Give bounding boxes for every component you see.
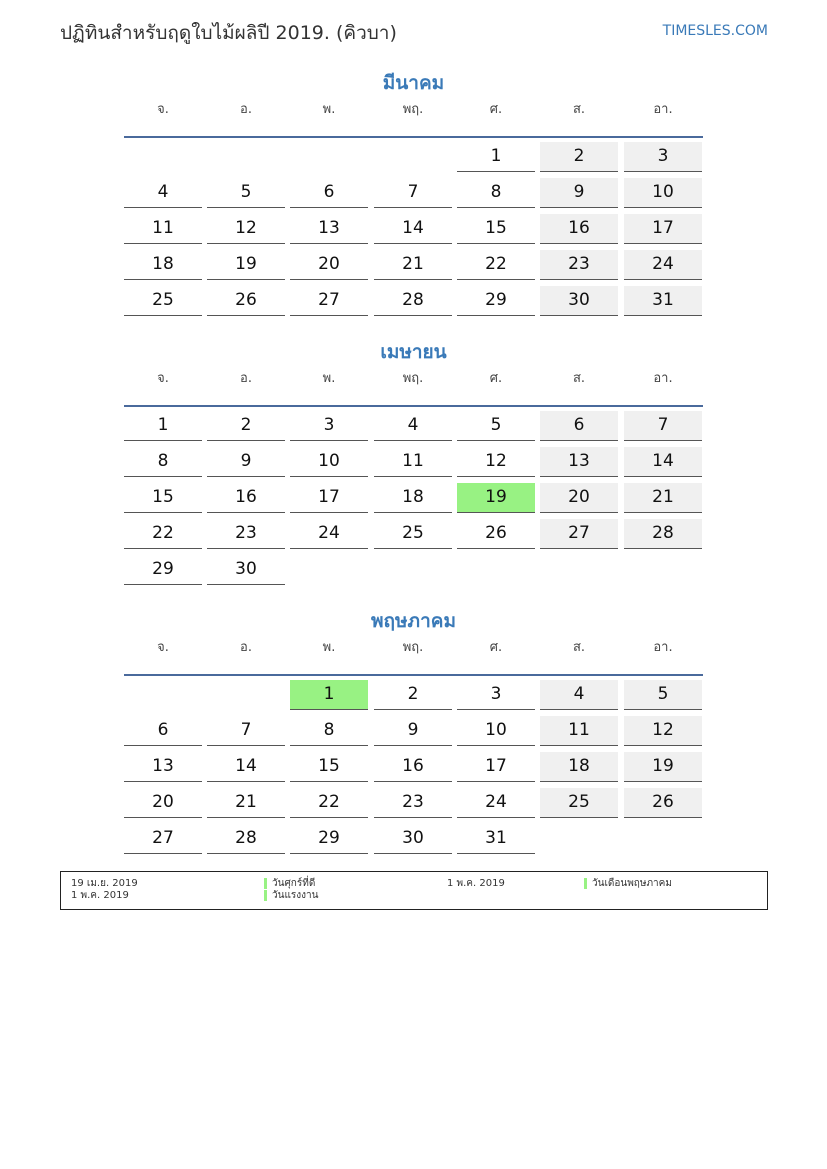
calendar-day[interactable]: 3	[624, 142, 702, 172]
calendar-day[interactable]: 22	[457, 250, 535, 280]
calendar-day[interactable]: 24	[624, 250, 702, 280]
calendar-day[interactable]: 8	[457, 178, 535, 208]
calendar-day[interactable]: 10	[457, 716, 535, 746]
calendar-day[interactable]: 14	[374, 214, 452, 244]
calendar-day[interactable]: 15	[457, 214, 535, 244]
calendar-day[interactable]: 16	[374, 752, 452, 782]
calendar-day[interactable]: 28	[207, 824, 285, 854]
weekday-header	[124, 365, 703, 407]
calendar-day[interactable]: 25	[124, 286, 202, 316]
calendar-day[interactable]: 9	[374, 716, 452, 746]
calendar-day[interactable]: 8	[124, 447, 202, 477]
month-title: เมษายน	[380, 341, 447, 363]
calendar-day[interactable]: 1	[290, 680, 368, 710]
calendar-day[interactable]: 30	[540, 286, 618, 316]
calendar-day[interactable]: 27	[124, 824, 202, 854]
month-block-march	[124, 70, 703, 310]
calendar-day[interactable]: 21	[624, 483, 702, 513]
weekday-label: พฤ.	[402, 102, 424, 117]
calendar-day[interactable]: 29	[290, 824, 368, 854]
weekday-label: พ.	[322, 102, 336, 117]
legend-label: วันเดือนพฤษภาคม	[592, 878, 672, 889]
calendar-day[interactable]: 17	[624, 214, 702, 244]
weekday-label: พ.	[322, 640, 336, 655]
calendar-day[interactable]: 4	[124, 178, 202, 208]
weekday-label: จ.	[157, 640, 169, 655]
weekday-label: อา.	[653, 640, 673, 655]
weekday-header	[124, 96, 703, 138]
weekday-label: พ.	[322, 371, 336, 386]
calendar-day[interactable]: 20	[124, 788, 202, 818]
calendar-day[interactable]: 24	[290, 519, 368, 549]
calendar-day[interactable]: 29	[124, 555, 202, 585]
month-block-april	[124, 339, 703, 579]
calendar-day[interactable]: 24	[457, 788, 535, 818]
legend-date: 1 พ.ค. 2019	[71, 890, 129, 901]
calendar-day[interactable]: 11	[540, 716, 618, 746]
calendar-day[interactable]: 18	[540, 752, 618, 782]
weekday-label: พฤ.	[402, 640, 424, 655]
calendar-day[interactable]: 23	[374, 788, 452, 818]
calendar-day[interactable]: 3	[290, 411, 368, 441]
calendar-day[interactable]: 2	[207, 411, 285, 441]
weekday-label: จ.	[157, 102, 169, 117]
weekday-label: อ.	[240, 640, 252, 655]
month-block-may	[124, 608, 703, 848]
calendar-day[interactable]: 21	[207, 788, 285, 818]
calendar-day[interactable]: 13	[540, 447, 618, 477]
calendar-day[interactable]: 22	[290, 788, 368, 818]
calendar-day[interactable]: 1	[457, 142, 535, 172]
calendar-day[interactable]: 28	[374, 286, 452, 316]
calendar-day[interactable]: 7	[624, 411, 702, 441]
month-title: พฤษภาคม	[371, 610, 456, 632]
calendar-day[interactable]: 2	[374, 680, 452, 710]
holiday-legend	[60, 871, 768, 910]
calendar-day[interactable]: 27	[540, 519, 618, 549]
calendar-day[interactable]: 2	[540, 142, 618, 172]
calendar-day[interactable]: 25	[540, 788, 618, 818]
site-link[interactable]: TIMESLES.COM	[662, 23, 768, 39]
calendar-day[interactable]: 17	[457, 752, 535, 782]
month-title: มีนาคม	[382, 72, 445, 94]
calendar-day[interactable]: 19	[207, 250, 285, 280]
calendar-day[interactable]: 23	[540, 250, 618, 280]
weekday-label: พฤ.	[402, 371, 424, 386]
legend-date: 1 พ.ค. 2019	[447, 878, 505, 889]
calendar-day[interactable]: 16	[207, 483, 285, 513]
calendar-day[interactable]: 3	[457, 680, 535, 710]
calendar-day[interactable]: 10	[624, 178, 702, 208]
weekday-label: จ.	[157, 371, 169, 386]
weekday-label: อ.	[240, 371, 252, 386]
calendar-day[interactable]: 16	[540, 214, 618, 244]
calendar-day[interactable]: 19	[624, 752, 702, 782]
weekday-label: ศ.	[489, 371, 503, 386]
calendar-day[interactable]: 5	[624, 680, 702, 710]
calendar-day[interactable]: 29	[457, 286, 535, 316]
calendar-day[interactable]: 26	[457, 519, 535, 549]
calendar-day[interactable]: 11	[374, 447, 452, 477]
calendar-day[interactable]: 28	[624, 519, 702, 549]
calendar-day[interactable]: 6	[124, 716, 202, 746]
legend-color-bar	[264, 878, 267, 889]
legend-date: 19 เม.ย. 2019	[71, 878, 138, 889]
calendar-day[interactable]: 12	[207, 214, 285, 244]
calendar-day[interactable]: 9	[207, 447, 285, 477]
calendar-day[interactable]: 19	[457, 483, 535, 513]
weekday-label: ศ.	[489, 102, 503, 117]
calendar-day[interactable]: 6	[290, 178, 368, 208]
calendar-day[interactable]: 4	[374, 411, 452, 441]
calendar-day[interactable]: 26	[624, 788, 702, 818]
calendar-day[interactable]: 4	[540, 680, 618, 710]
weekday-header	[124, 634, 703, 676]
calendar-day[interactable]: 22	[124, 519, 202, 549]
weekday-label: อา.	[653, 371, 673, 386]
calendar-day[interactable]: 31	[457, 824, 535, 854]
calendar-day[interactable]: 15	[124, 483, 202, 513]
calendar-day[interactable]: 13	[124, 752, 202, 782]
calendar-day[interactable]: 17	[290, 483, 368, 513]
calendar-day[interactable]: 14	[624, 447, 702, 477]
calendar-day[interactable]: 15	[290, 752, 368, 782]
calendar-day[interactable]: 27	[290, 286, 368, 316]
calendar-day[interactable]: 21	[374, 250, 452, 280]
calendar-day[interactable]: 18	[124, 250, 202, 280]
weekday-label: อ.	[240, 102, 252, 117]
calendar-day[interactable]: 7	[374, 178, 452, 208]
calendar-day[interactable]: 12	[624, 716, 702, 746]
weekday-label: ศ.	[489, 640, 503, 655]
calendar-day[interactable]: 18	[374, 483, 452, 513]
page-title: ปฏิทินสำหรับฤดูใบไม้ผลิปี 2019. (คิวบา)	[60, 22, 397, 44]
calendar-day[interactable]: 5	[207, 178, 285, 208]
weekday-label: ส.	[572, 102, 586, 117]
calendar-day[interactable]: 20	[290, 250, 368, 280]
calendar-day[interactable]: 12	[457, 447, 535, 477]
legend-color-bar	[264, 890, 267, 901]
calendar-day[interactable]: 25	[374, 519, 452, 549]
weekday-label: ส.	[572, 640, 586, 655]
weekday-label: อา.	[653, 102, 673, 117]
calendar-day[interactable]: 8	[290, 716, 368, 746]
calendar-day[interactable]: 23	[207, 519, 285, 549]
calendar-day[interactable]: 6	[540, 411, 618, 441]
calendar-day[interactable]: 10	[290, 447, 368, 477]
calendar-day[interactable]: 30	[374, 824, 452, 854]
calendar-day[interactable]: 1	[124, 411, 202, 441]
calendar-day[interactable]: 14	[207, 752, 285, 782]
legend-label: วันแรงงาน	[272, 890, 319, 901]
legend-label: วันศุกร์ที่ดี	[272, 878, 316, 889]
calendar-day[interactable]: 7	[207, 716, 285, 746]
calendar-day[interactable]: 26	[207, 286, 285, 316]
calendar-day[interactable]: 9	[540, 178, 618, 208]
weekday-label: ส.	[572, 371, 586, 386]
calendar-day[interactable]: 5	[457, 411, 535, 441]
calendar-day[interactable]: 31	[624, 286, 702, 316]
calendar-day[interactable]: 20	[540, 483, 618, 513]
calendar-day[interactable]: 11	[124, 214, 202, 244]
legend-color-bar	[584, 878, 587, 889]
calendar-day[interactable]: 30	[207, 555, 285, 585]
calendar-day[interactable]: 13	[290, 214, 368, 244]
